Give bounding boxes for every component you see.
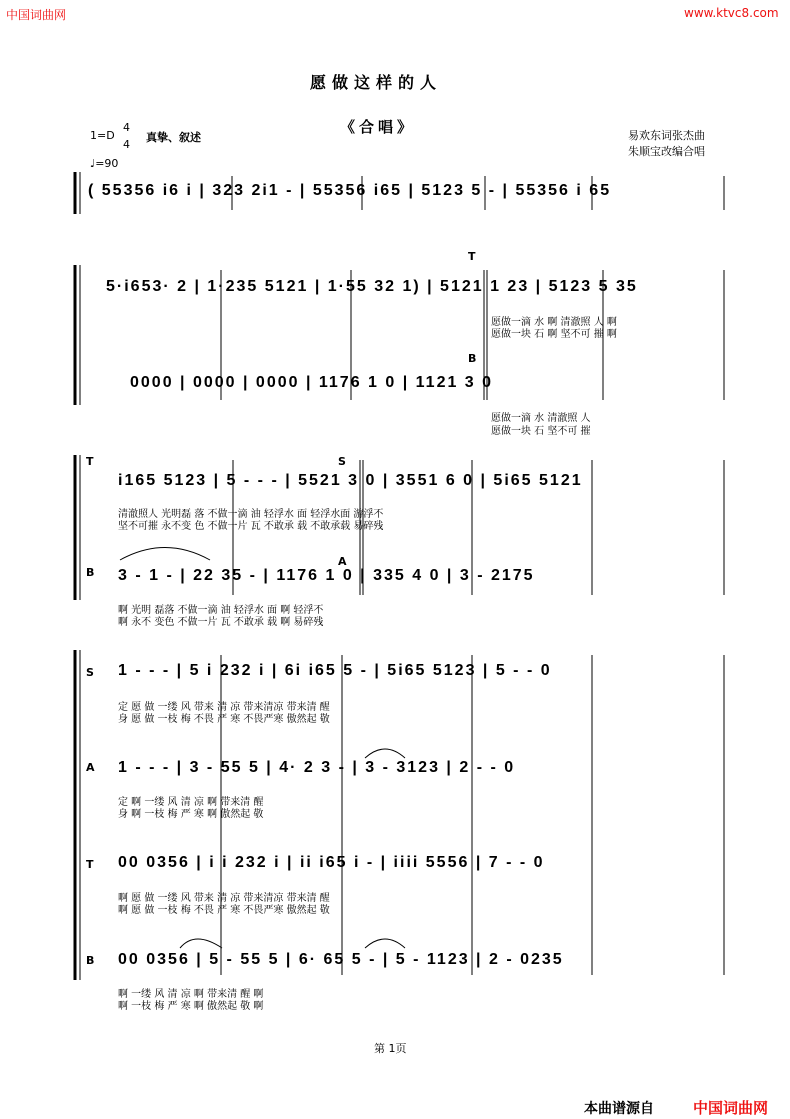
system2-bottom-lyric-2: 愿做一块 石 坚不可 摧 <box>491 426 591 437</box>
system4-soprano-lyric-2: 身 愿 做 一枝 梅 不畏 严 寒 不畏严寒 傲然起 敬 <box>118 714 330 725</box>
site-url-right[interactable]: www.ktvc8.com <box>684 6 779 20</box>
site-name-left[interactable]: 中国词曲网 <box>6 8 67 22</box>
system2-bottom-notes: 0000 | 0000 | 0000 | 1176 1 0 | 1121 3 0 <box>130 374 494 391</box>
system4-tenor-notes: 00 0356 | i i 232 i | ii i65 i - | iiii 5556 | 7 - - 0 <box>118 854 545 871</box>
system2-top-lyric-1: 愿做一滴 水 啊 清澈照 人 啊 <box>491 317 617 328</box>
system2-bottom-lyric-1: 愿做一滴 水 清澈照 人 <box>491 413 591 424</box>
system3-top-lyric-1: 清澈照人 光明磊 落 不做一滴 油 轻浮水 面 轻浮水面 游浮不 <box>118 509 384 520</box>
voice-label-soprano: S <box>86 666 94 679</box>
key-signature: 1=D <box>90 129 115 142</box>
system4-tenor-lyric-2: 啊 愿 做 一枝 梅 不畏 严 寒 不畏严寒 傲然起 敬 <box>118 905 330 916</box>
system3-bottom-notes: 3 - 1 - | 22 35 - | 1176 1 0 | 335 4 0 | 3 - 2175 <box>118 567 535 584</box>
system4-bass-lyric-2: 啊 一枝 梅 严 寒 啊 傲然起 敬 啊 <box>118 1001 264 1012</box>
voice-label-tenor: T <box>86 455 94 468</box>
system4-bass-lyric-1: 啊 一缕 风 清 凉 啊 带来清 醒 啊 <box>118 989 264 1000</box>
voice-label-tenor: T <box>468 250 476 263</box>
time-signature-bottom: 4 <box>123 138 130 151</box>
system2-top-notes: 5·i653· 2 | 1·235 5121 | 1·55 32 1) | 5121 1 23 | 5123 5 35 <box>106 278 638 295</box>
voice-label-alto: A <box>86 761 95 774</box>
system4-bass-notes: 00 0356 | 5 - 55 5 | 6· 65 5 - | 5 - 1123 | 2 - 0235 <box>118 951 564 968</box>
voice-label-bass: B <box>86 566 95 579</box>
system3-bottom-lyric-1: 啊 光明 磊落 不做一滴 油 轻浮水 面 啊 轻浮不 <box>118 605 324 616</box>
time-signature-top: 4 <box>123 121 130 134</box>
system2-top-lyric-2: 愿做一块 石 啊 坚不可 摧 啊 <box>491 329 617 340</box>
system1-notes: ( 55356 i6 i | 323 2i1 - | 55356 i65 | 5123 5 - | 55356 i 65 <box>88 182 612 199</box>
voice-label-tenor: T <box>86 858 94 871</box>
page-number: 第 1页 <box>374 1042 407 1055</box>
system3-bottom-lyric-2: 啊 永不 变色 不做一片 瓦 不敢承 载 啊 易碎残 <box>118 617 324 628</box>
voice-label-soprano: S <box>338 455 346 468</box>
tempo-marking: ♩=90 <box>90 157 119 170</box>
system4-alto-notes: 1 - - - | 3 - 55 5 | 4· 2 3 - | 3 - 3123 | 2 - - 0 <box>118 759 516 776</box>
system3-top-lyric-2: 坚不可摧 永不变 色 不做一片 瓦 不敢承 载 不敢承载 易碎残 <box>118 521 384 532</box>
source-label: 本曲谱源自 <box>584 1101 654 1117</box>
voice-label-bass: B <box>468 352 477 365</box>
quarter-note-icon: ♩ <box>90 157 96 170</box>
system4-soprano-lyric-1: 定 愿 做 一缕 风 带来 清 凉 带来清凉 带来清 醒 <box>118 702 330 713</box>
system4-alto-lyric-2: 身 啊 一枝 梅 严 寒 啊 傲然起 敬 <box>118 809 264 820</box>
voice-label-bass: B <box>86 954 95 967</box>
credit-line-2: 朱顺宝改编合唱 <box>628 145 705 158</box>
voice-label-alto: A <box>338 555 347 568</box>
credit-line-1: 易欢东词张杰曲 <box>628 129 705 142</box>
expression-marking: 真挚、叙述 <box>146 131 201 144</box>
system3-top-notes: i165 5123 | 5 - - - | 5521 3 0 | 3551 6 0 | 5i65 5121 <box>118 472 583 489</box>
system4-alto-lyric-1: 定 啊 一缕 风 清 凉 啊 带来清 醒 <box>118 797 264 808</box>
song-subtitle: 《合唱》 <box>340 118 417 136</box>
system4-tenor-lyric-1: 啊 愿 做 一缕 风 带来 清 凉 带来清凉 带来清 醒 <box>118 893 330 904</box>
source-site-link[interactable]: 中国词曲网 <box>693 1099 769 1117</box>
system4-soprano-notes: 1 - - - | 5 i 232 i | 6i i65 5 - | 5i65 5123 | 5 - - 0 <box>118 662 552 679</box>
song-title: 愿做这样的人 <box>310 73 443 92</box>
